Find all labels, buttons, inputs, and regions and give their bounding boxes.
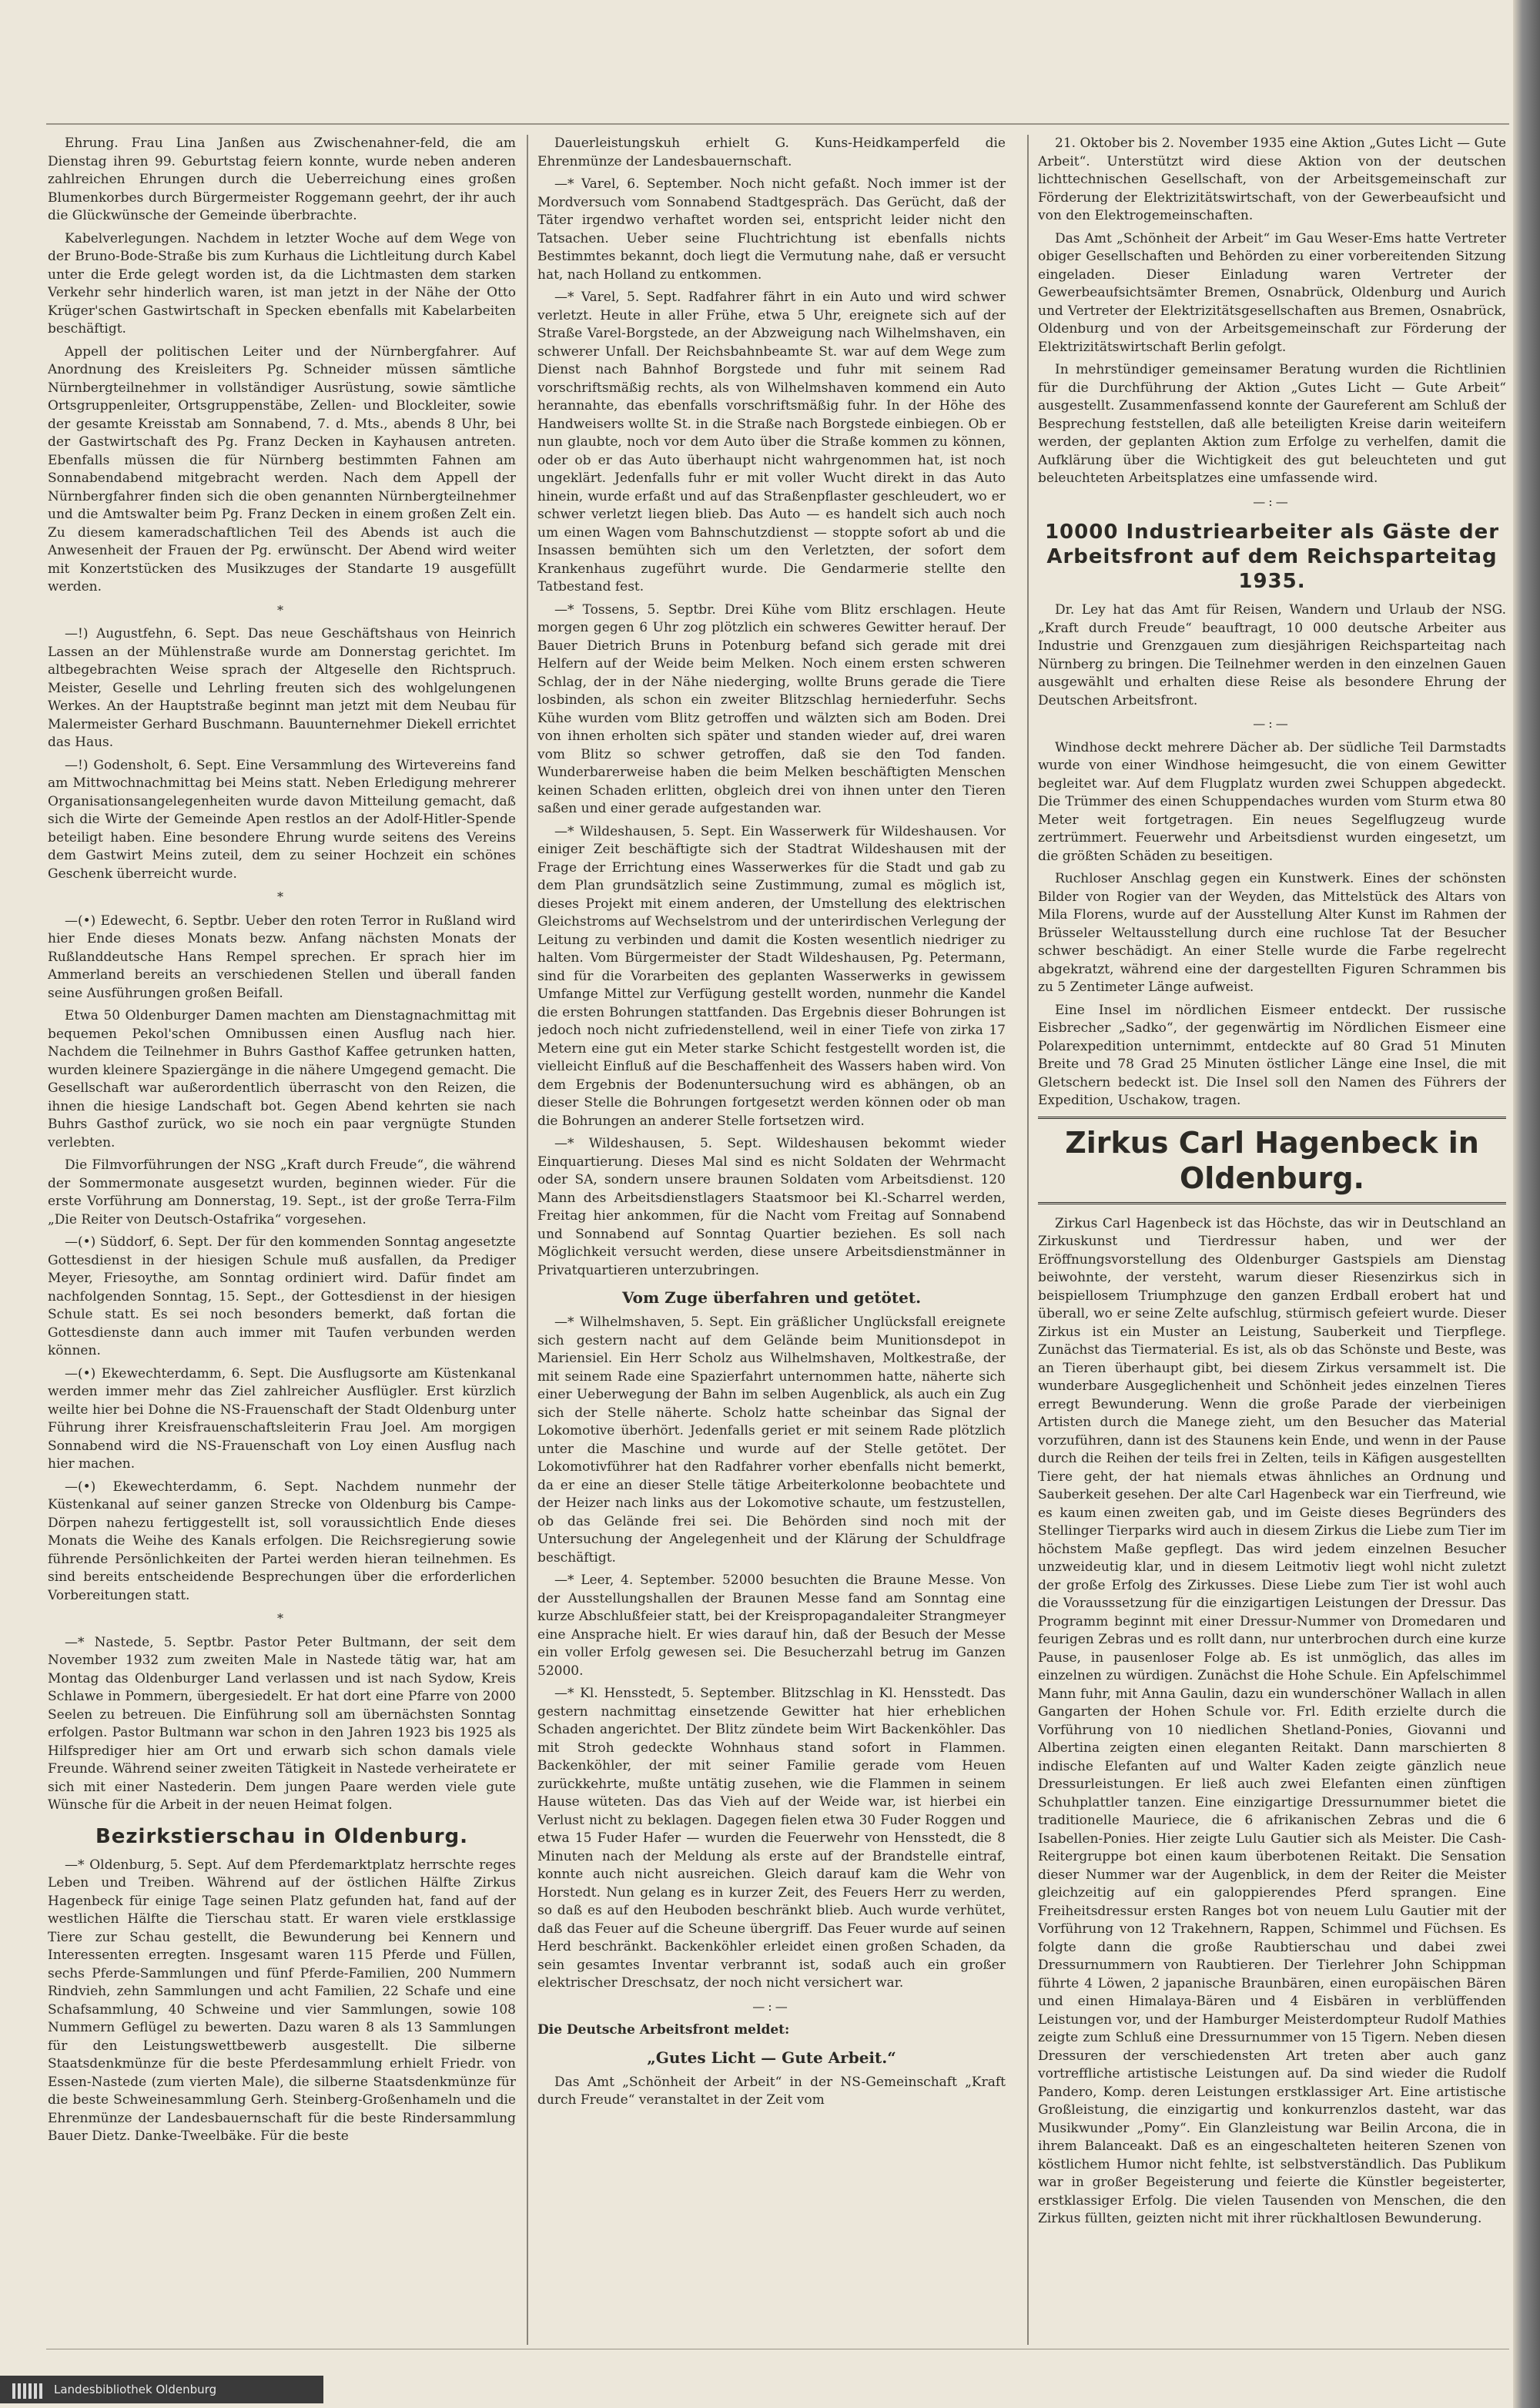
article-paragraph: —* Nastede, 5. Septbr. Pastor Peter Bultmann, der seit dem November 1932 zum zweiten Male in Nastede tätig war, hat am Montag das Oldenburger Land verlassen und ist nach Sydow, Kreis Schlawe in Pommern, übergesiedelt. Er hat dort eine Pfarre von 2000 Seelen zu betreuen. Die Einführung soll am übernächsten Sonntag erfolgen. Pastor Bultmann war schon in den Jahren 1923 bis 1925 als Hilfsprediger hier am Ort und erwarb sich schon damals viele Freunde. Während seiner zweiten Tätigkeit in Nastede verheiratete er sich mit einer Nastederin. Dem jungen Paare werden viele gute Wünsche für die Arbeit in der neuen Heimat folgen. [48, 1634, 516, 1813]
article-paragraph: —(•) Süddorf, 6. Sept. Der für den kommenden Sonntag angesetzte Gottesdienst in der hiesigen Schule muß ausfallen, da Prediger Meyer, Friesoythe, am Sonntag ordiniert wird. Dafür findet am nachfolgenden Sonntag, 15. Sept., der Gottesdienst in der hiesigen Schule statt. Es sei noch besonders bemerkt, daß fortan die Gottesdienste dann auch immer mit Taufen verbunden werden können. [48, 1234, 516, 1358]
top-rule [46, 123, 1509, 125]
article-paragraph: —* Wildeshausen, 5. Sept. Ein Wasserwerk für Wildeshausen. Vor einiger Zeit beschäftigte sich der Stadtrat Wildeshausen mit der Frage der Errichtung eines Wasserwerkes für die Stadt und gab zu dem Plan grundsätzlich seine Zustimmung, zumal es möglich ist, dieses Projekt mit einem anderen, der Umstellung des elektrischen Gleichstroms auf Wechselstrom und der unterirdischen Verlegung der Leitung zu verbinden und damit die Kosten wesentlich niedriger zu halten. Vom Bürgermeister der Stadt Wildeshausen, Pg. Petermann, sind für die Vorarbeiten des geplanten Wasserwerks in gewissem Umfange Mittel zur Verfügung gestellt worden, nunmehr die Kandel die ersten Bohrungen stattfanden. Das Ergebnis dieser Bohrungen ist jedoch noch nicht zufriedenstellend, weil in einer Tiefe von zirka 17 Metern eine gut ein Meter starke Schicht festgestellt worden ist, die vielleicht Einfluß auf die Beschaffenheit des Wassers haben wird. Von dem Ergebnis der Bodenuntersuchung wird es abhängen, ob an dieser Stelle die Bohrungen fortgesetzt werden können oder ob man die Bohrungen an anderer Stelle fortsetzen wird. [537, 823, 1006, 1129]
article-paragraph: —* Wildeshausen, 5. Sept. Wildeshausen bekommt wieder Einquartierung. Dieses Mal sind es nicht Soldaten der Wehrmacht oder SA, sondern unsere braunen Soldaten vom Arbeitsdienst. 120 Mann des Arbeitsdienstlagers Staatsmoor bei Kl.-Scharrel werden, Freitag hier ankommen, für die Nacht vom Freitag auf Sonnabend und Sonnabend auf Sonntag Quartier beziehen. Es soll nach Möglichkeit versucht werden, diese unsere Arbeitsdienstmänner in Privatquartieren unterzubringen. [537, 1136, 1006, 1278]
section-heading: 10000 Industriearbeiter als Gäste der Arbeitsfront auf dem Reichsparteitag 1935. [1044, 521, 1500, 593]
article-paragraph: —* Wilhelmshaven, 5. Sept. Ein gräßlicher Unglücksfall ereignete sich gestern nacht auf dem Gelände beim Munitionsdepot in Mariensiel. Ein Herr Scholz aus Wilhelmshaven, Moltkestraße, der mit seinem Rade eine Spazierfahrt unternommen hatte, näherte sich einer Ueberwegung der Bahn im selben Augenblick, als auch ein Zug sich der Stelle näherte. Scholz hatte scheinbar das Signal der Lokomotive überhört. Jedenfalls geriet er mit seinem Rade plötzlich unter die Maschine und wurde auf der Stelle getötet. Der Lokomotivführer hat den Radfahrer vorher ebenfalls nicht bemerkt, da er eine an dieser Stelle tätige Arbeiterkolonne beobachtete und der Heizer nach links aus der Lokomotive schaute, um festzustellen, ob das Gelände frei sei. Die Behörden sind noch mit der Untersuchung der Angelegenheit und der Klärung der Schuldfrage beschäftigt. [537, 1315, 1006, 1566]
article-paragraph: —!) Augustfehn, 6. Sept. Das neue Geschäftshaus von Heinrich Lassen an der Mühlenstraße wurde am Donnerstag gerichtet. Im altbegebrachten Weise sprach der Altgeselle den Richtspruch. Meister, Geselle und Lehrling freuten sich des wohlgelungenen Werkes. An der Hauptstraße beginnt man jetzt mit dem Neubau für Malermeister Gerhard Buschmann. Bauunternehmer Diekell errichtet das Haus. [48, 626, 516, 750]
article-paragraph: Das Amt „Schönheit der Arbeit“ in der NS-Gemeinschaft „Kraft durch Freude“ veranstaltet in der Zeit vom [537, 2074, 1006, 2108]
separator: —:— [752, 1998, 791, 2014]
sub-heading: „Gutes Licht — Gute Arbeit.“ [647, 2048, 896, 2067]
article-paragraph: —(•) Edewecht, 6. Septbr. Ueber den roten Terror in Rußland wird hier Ende dieses Monats bezw. Anfang nächsten Monats der Rußlanddeutsche Hans Rempel sprechen. Er sprach hier im Ammerland bereits an verschiedenen Stellen und überall fanden seine Ausführungen großen Beifall. [48, 913, 516, 1001]
library-name: Landesbibliothek Oldenburg [54, 2383, 217, 2396]
article-paragraph: —(•) Ekewechterdamm, 6. Sept. Die Ausflugsorte am Küstenkanal werden immer mehr das Ziel zahlreicher Ausflügler. Erst kürzlich weilte hier bei Dohne die NS-Frauenschaft der Stadt Oldenburg unter Führung ihrer Kreisfrauenschaftsleiterin Frau Joel. Am morgigen Sonnabend wird die NS-Frauenschaft von Loy einen Ausflug nach hier machen. [48, 1365, 516, 1472]
column-divider-2 [1027, 135, 1029, 2345]
page-binding-edge [1513, 0, 1540, 2408]
article-paragraph: —* Leer, 4. September. 52000 besuchten die Braune Messe. Von der Ausstellungshallen der Braunen Messe fand am Sonntag eine kurze Abschlußfeier statt, bei der Kreispropagandaleiter Strangmeyer eine Ansprache hielt. Er wies darauf hin, daß der Besuch der Messe ein voller Erfolg gewesen sei. Die Besucherzahl betrug im Ganzen 52000. [537, 1572, 1006, 1679]
article-paragraph: —* Kl. Hensstedt, 5. September. Blitzschlag in Kl. Hensstedt. Das gestern nachmittag einsetzende Gewitter hat hier erheblichen Schaden angerichtet. Der Blitz zündete beim Wirt Backenköhler. Das mit Stroh gedeckte Wohnhaus stand sofort in Flammen. Backenköhler, der mit seiner Familie gerade vom Heuen zurückkehrte, mußte untätig zusehen, wie die Flammen in seinem Hause wüteten. Das das Vieh auf der Weide war, ist hierbei ein Verlust nicht zu beklagen. Dagegen fielen etwa 30 Fuder Roggen und etwa 15 Fuder Hafer — wurden die Feuerwehr von Hensstedt, die 8 Minuten nach der Meldung als erste auf der Brandstelle eintraf, konnte auch nicht ausreichen. Gleich darauf kam die Wehr von Horstedt. Nun gelang es in kurzer Zeit, des Feuers Herr zu werden, so daß es auf den Heuboden beschränkt blieb. Auch wurde verhütet, daß das Feuer auf die Scheune übergriff. Das Feuer wurde auf seinen Herd beschränkt. Backenköhler erleidet einen großen Schaden, da sein gesamtes Inventar verbrannt ist, sodaß auch ein großer elektrischer Dreschsatz, der noch nicht versichert war. [537, 1686, 1006, 1991]
article-paragraph: Zirkus Carl Hagenbeck ist das Höchste, das wir in Deutschland an Zirkuskunst und Tierdressur haben, und wer der Eröffnungsvorstellung des Oldenburger Gastspiels am Dienstag beiwohnte, der versteht, warum dieser Riesenzirkus sich in beispiellosem Triumphzuge den ganzen Erdball erobert hat und überall, wo er seine Zelte aufschlug, stürmisch gefeiert wurde. Dieser Zirkus ist ein Muster an Leistung, Sauberkeit und Tierpflege. Zunächst das Tiermaterial. Es ist, als ob das Schönste und Beste, was an Tieren überhaupt gibt, bei diesem Zirkus versammelt ist. Die wunderbare Ausgeglichenheit und Schönheit jedes einzelnen Tieres erregt Bewunderung. Wenn die große Parade der vierbeinigen Artisten durch die Manege zieht, um den Besucher das Material vorzuführen, dann ist des Staunens kein Ende, und wenn in der Pause durch die Reihen der teils frei in Zelten, teils in Käfigen ausgestellten Tiere geht, der hat niemals etwas ähnliches an Ordnung und Sauberkeit gesehen. Der alte Carl Hagenbeck war ein Tierfreund, wie es kaum einen zweiten gab, und im Geiste dieses Begründers des Stellinger Tierparks wird auch in diesem Zirkus die Liebe zum Tier im höchstem Maße gepflegt. Das wird jedem einzelnen Besucher unzweideutig klar, und in diesem Leitmotiv liegt wohl nicht zuletzt der große Erfolg des Zirkusses. Diese Liebe zum Tier ist wohl auch die Vorausssetzung für die einzigartigen Leistungen der Dressur. Das Programm beginnt mit einer Dressur-Nummer von Dromedaren und feurigen Zebras und es rollt dann, nur unterbrochen durch eine kurze Pause, in pausenloser Folge ab. Es ist unmöglich, das alles im einzelnen zu würdigen. Zunächst die Hohe Schule. Ein Apfelschimmel Mann fuhr, mit Anna Gaulin, dazu ein wunderschöner Wallach in allen Gangarten der Hohen Schule vor. Frl. Edith erzielte durch die Vorführung von 10 niedlichen Shetland-Ponies, Giovanni und Albertina zeigten einen eleganten Reitakt. Dann marschierten 8 indische Elefanten auf und Walter Kaden zeigte gänzlich neue Dressurleistungen. Er ließ auch zwei Elefanten einen zünftigen Schuhplattler tanzen. Eine einzigartige Dressurnummer bietet die traditionelle Mauriece, die 6 afrikanischen Zebras und die 6 Isabellen-Ponies. Hier zeigte Lulu Gautier sich als Meister. Die Cash-Reitergruppe bot einen kaum überbotenen Reitakt. Die Sensation dieser Nummer war der Augenblick, in dem der Reiter die Meister gleichzeitig auf ein galoppierendes Pferd sprangen. Eine Freiheitsdressur ersten Ranges bot von neuem Lulu Gautier mit der Vorführung von 12 Trakehnern, Rappen, Schimmel und Füchsen. Es folgte dann die große Raubtierschau und dabei zwei Dressurnummern von Raubtieren. Der Tierlehrer John Schippman führte 4 Löwen, 2 japanische Braunbären, einen europäischen Bären und einen Himalaya-Bären und 4 Eisbären in verblüffenden Leistungen vor, und der Hamburger Meisterdompteur Rudolf Mathies zeigte zum Schluß eine Dressurnummer von 15 Tigern. Neben diesen Dressuren der verschiedensten Art treten aber auch ganz vortreffliche artistische Leistungen auf. Da sind wieder die Rudolf Pandero, Komp. deren Leistungen erstklassiger Art. Eine artistische Großleistung, die einzigartig und konkurrenzlos dasteht, war das Musikwunder „Pomy“. Ein Glanzleistung war Beilin Arcona, die in ihrem Balanceakt. Daß es an eingeschalteten heiteren Szenen von köstlichem Humor nicht fehlte, ist selbstverständlich. Das Publikum war in großer Begeisterung und feierte die Künstler begeisterter, erstklassiger Erfolg. Die vielen Tausenden von Menschen, die den Zirkus füllten, geizten nicht mit ihrer rückhaltlosen Bewunderung. [1038, 1215, 1506, 2226]
article-paragraph: Kabelverlegungen. Nachdem in letzter Woche auf dem Wege von der Bruno-Bode-Straße bis zum Kurhaus die Lichtleitung durch Kabel unter die Erde gelegt worden ist, da die Lichtmasten dem starken Verkehr sehr hinderlich waren, ist man jetzt in der Nähe der Otto Krüger'schen Gastwirtschaft in Specken ebenfalls mit Kabelarbeiten beschäftigt. [48, 230, 516, 337]
article-paragraph: —* Varel, 6. September. Noch nicht gefaßt. Noch immer ist der Mordversuch vom Sonnabend Stadtgespräch. Das Gerücht, daß der Täter irgendwo verhaftet worden sei, entspricht leider nicht den Tatsachen. Ueber seine Fluchtrichtung ist ebenfalls nichts Bestimmtes bekannt, doch liegt die Vermutung nahe, daß er versucht hat, nach Holland zu entkommen. [537, 176, 1006, 283]
article-paragraph: Eine Insel im nördlichen Eismeer entdeckt. Der russische Eisbrecher „Sadko“, der gegenwärtig im Nördlichen Eismeer eine Polarexpedition unternimmt, entdeckte auf 80 Grad 51 Minuten Breite und 78 Grad 25 Minuten östlicher Länge eine Insel, die mit Gletschern bedeckt ist. Die Insel soll den Namen des Führers der Expedition, Uschakow, tragen. [1038, 1002, 1506, 1108]
feature-headline: Zirkus Carl Hagenbeck in Oldenburg. [1038, 1117, 1506, 1204]
article-paragraph: Etwa 50 Oldenburger Damen machten am Dienstagnachmittag mit bequemen Pekol'schen Omnibussen einen Ausflug nach hier. Nachdem die Teilnehmer in Buhrs Gasthof Kaffee getrunken hatten, wurden kleinere Spaziergänge in die nähere Umgegend gemacht. Die Gesellschaft war außerordentlich überrascht von den Reizen, die ihnen die hiesige Landschaft bot. Gegen Abend kehrten sie nach Buhrs Gasthof zurück, wo sie noch ein paar vergnügte Stunden verlebten. [48, 1008, 516, 1150]
library-footer-bar [0, 2376, 323, 2403]
article-paragraph: Ehrung. Frau Lina Janßen aus Zwischenahner-feld, die am Dienstag ihren 99. Geburtstag feiern konnte, wurde neben anderen zahlreichen Ehrungen durch die Ueberreichung eines großen Blumenkorbes durch Bürgermeister Roggemann geehrt, der ihr auch die Glückwünsche der Gemeinde überbrachte. [48, 136, 516, 223]
separator: * [277, 889, 286, 904]
separator: * [277, 1611, 286, 1626]
article-paragraph: Die Filmvorführungen der NSG „Kraft durch Freude“, die während der Sommermonate ausgesetzt wurden, beginnen wieder. Für die erste Vorführung am Donnerstag, 19. Sept., ist der große Terra-Film „Die Reiter von Deutsch-Ostafrika“ vorgesehen. [48, 1157, 516, 1227]
section-heading: Bezirkstierschau in Oldenburg. [95, 1824, 469, 1848]
column-middle [537, 135, 1006, 2345]
column-right [1038, 135, 1506, 2345]
article-paragraph: In mehrstündiger gemeinsamer Beratung wurden die Richtlinien für die Durchführung der Aktion „Gutes Licht — Gute Arbeit“ ausgestellt. Zusammenfassend konnte der Gaureferent am Schluß der Besprechung feststellen, daß alle beteiligten Kreise darin weiteifern werden, der geplanten Aktion zum Erfolge zu verhelfen, damit die Aufklärung über die Wichtigkeit des gut beleuchteten und gut beleuchteten Arbeitsplatzes eine umfassende wird. [1038, 362, 1506, 486]
kicker-line: Die Deutsche Arbeitsfront meldet: [537, 2022, 790, 2038]
article-paragraph: —* Tossens, 5. Septbr. Drei Kühe vom Blitz erschlagen. Heute morgen gegen 6 Uhr zog plötzlich ein schweres Gewitter herauf. Der Bauer Dietrich Bruns in Potenburg befand sich gerade mit drei Helfern auf der Weide beim Melken. Noch einem ersten schweren Schlag, der in der Nähe niederging, wollte Bruns gerade die Tiere losbinden, als schon ein zweiter Blitzschlag herniederfuhr. Sechs Kühe wurden vom Blitz getroffen und wälzten sich am Boden. Drei von ihnen erholten sich später und standen wieder auf, drei waren vom Blitz so schwer getroffen, daß sie den Tod fanden. Wunderbarerweise haben die beim Melken beschäftigten Menschen keinen Schaden erlitten, obgleich drei von ihnen unter den Tieren saßen und einer gerade aufgestanden war. [537, 601, 1006, 816]
article-paragraph: Ruchloser Anschlag gegen ein Kunstwerk. Eines der schönsten Bilder von Rogier van der Weyden, das Mittelstück des Altars von Mila Florens, wurde auf der Ausstellung Alter Kunst im Rahmen der Brüsseler Weltausstellung durch eine ruchlose Tat der Besucher schwer beschädigt. An einer Stelle wurde die Farbe regelrecht abgekratzt, während eine der dargestellten Figuren Schrammen bis zu 5 Zentimeter Länge aufweist. [1038, 871, 1506, 995]
article-paragraph: —!) Godensholt, 6. Sept. Eine Versammlung des Wirtevereins fand am Mittwochnachmittag bei Meins statt. Neben Erledigung mehrerer Organisationsangelegenheiten wurde davon Mitteilung gemacht, daß sich die Wirte der Gemeinde Apen restlos an der Adolf-Hitler-Spende beteiligt haben. Eine besondere Ehrung wurde seitens des Vereins dem Gastwirt Meins zuteil, dem zu seiner Hochzeit ein schönes Geschenk überreicht wurde. [48, 757, 516, 882]
article-paragraph: Appell der politischen Leiter und der Nürnbergfahrer. Auf Anordnung des Kreisleiters Pg. Schneider müssen sämtliche Nürnbergteilnehmer in vollständiger Ausrüstung, sowie sämtliche Ortsgruppenleiter, Ortsgruppenstäbe, Zellen- und Blockleiter, sowie der gesamte Kreisstab am Sonnabend, 7. d. Mts., abends 8 Uhr, bei der Gastwirtschaft des Pg. Franz Decken in Kayhausen antreten. Ebenfalls müssen die für Nürnberg bestimmten Fahnen am Sonnabendabend mitgebracht werden. Nach dem Appell der Nürnbergfahrer finden sich die oben genannten Nürnbergteilnehmer und die Amtswalter beim Pg. Franz Decken in einem großen Zelt ein. Zu diesem kameradschaftlichen Teil des Abends ist auch die Anwesenheit der Frauen der Pg. erwünscht. Der Abend wird weiter mit Konzertstücken des Musikzuges der Standarte 19 ausgefüllt werden. [48, 343, 516, 594]
article-paragraph: Das Amt „Schönheit der Arbeit“ im Gau Weser-Ems hatte Vertreter obiger Gesellschaften und Behörden zu einer vorbereitenden Sitzung eingeladen. Dieser Einladung waren Vertreter der Gewerbeaufsichtsämter Bremen, Osnabrück, Oldenburg und Aurich und Vertreter der Elektrizitätsgesellschaften aus Bremen, Osnabrück, Oldenburg und von der Arbeitsgemeinschaft zur Förderung der Elektrizitätswirtschaft Berlin gefolgt. [1038, 230, 1506, 355]
article-paragraph: —* Oldenburg, 5. Sept. Auf dem Pferdemarktplatz herrschte reges Leben und Treiben. Während auf der östlichen Hälfte Zirkus Hagenbeck für einige Tage seinen Platz gefunden hat, fand auf der westlichen Hälfte die Tierschau statt. Er waren viele erstklassige Tiere zur Schau gestellt, die Bewunderung bei Kennern und Interessenten erregten. Insgesamt waren 115 Pferde und Füllen, sechs Pferde-Sammlungen und fünf Pferde-Familien, 200 Nummern Rindvieh, zehn Sammlungen und acht Familien, 22 Schafe und eine Schafsammlung, 40 Schweine und vier Sammlungen, sowie 108 Nummern Geflügel zu bewerten. Dazu waren 8 als 13 Sammlungen für den Leistungswettbewerb ausgestellt. Die silberne Staatsdenkmünze für die beste Pferdesammlung erhielt Friedr. von Essen-Nastede (zum vierten Male), die silberne Staatsdenkmünze für die beste Schweinesammlung Gerh. Steinberg-Großenhameln und die Ehrenmünze der Landesbauernschaft für die beste Rindersammlung Bauer Dietz. Danke-Tweelbäke. Für die beste [48, 1857, 516, 2144]
library-building-icon [11, 2379, 46, 2400]
sub-heading: Vom Zuge überfahren und getötet. [621, 1288, 922, 1307]
article-paragraph: Windhose deckt mehrere Dächer ab. Der südliche Teil Darmstadts wurde von einer Windhose heimgesucht, die von einem Gewitter begleitet war. Auf dem Flugplatz wurden zwei Schuppen abgedeckt. Die Trümmer des einen Schuppendaches wurden vom Sturm etwa 80 Meter weit fortgetragen. Ein neues Segelflugzeug wurde zertrümmert. Feuerwehr und Arbeitsdienst wurden eingesetzt, um die größten Schäden zu beseitigen. [1038, 739, 1506, 864]
separator: —:— [1253, 716, 1291, 731]
article-paragraph: Dauerleistungskuh erhielt G. Kuns-Heidkamperfeld die Ehrenmünze der Landesbauernschaft. [537, 136, 1006, 169]
separator: * [277, 602, 286, 618]
column-left [48, 135, 516, 2345]
column-divider-1 [527, 135, 528, 2345]
article-paragraph: —* Varel, 5. Sept. Radfahrer fährt in ein Auto und wird schwer verletzt. Heute in aller Frühe, etwa 5 Uhr, ereignete sich auf der Straße Varel-Borgstede, an der Abzweigung nach Wilhelmshaven, ein schwerer Unfall. Der Reichsbahnbeamte St. war auf dem Wege zum Dienst nach Bahnhof Borgstede und fuhr mit seinem Rad vorschriftsmäßig rechts, als von Wilhelmshaven kommend ein Auto herannahte, das ebenfalls vorschriftsmäßig fuhr. In der Höhe des Handweisers wollte St. in die Straße nach Borgstede einbiegen. Ob er nun glaubte, noch vor dem Auto über die Straße kommen zu können, oder ob er das Auto überhaupt nicht wahrgenommen hat, ist noch ungeklärt. Jedenfalls fuhr er mit voller Wucht direkt in das Auto hinein, wurde erfaßt und auf das Straßenpflaster geschleudert, wo er schwer verletzt liegen blieb. Das Auto — es handelt sich auch noch um einen Wagen vom Bahnschutzdienst — stoppte sofort ab und die Insassen bemühten sich um den Verletzten, der sofort dem Krankenhaus zugeführt wurde. Die Gendarmerie stellte den Tatbestand fest. [537, 290, 1006, 594]
article-paragraph: —(•) Ekewechterdamm, 6. Sept. Nachdem nunmehr der Küstenkanal auf seiner ganzen Strecke von Oldenburg bis Campe-Dörpen nahezu fertiggestellt ist, soll voraussichtlich Ende dieses Monats die Weihe des Kanals erfolgen. Die Reichsregierung sowie führende Persönlichkeiten der Partei werden hieran teilnehmen. Es sind bereits entscheidende Besprechungen über die erforderlichen Vorbereitungen statt. [48, 1479, 516, 1603]
article-paragraph: Dr. Ley hat das Amt für Reisen, Wandern und Urlaub der NSG. „Kraft durch Freude“ beauftragt, 10 000 deutsche Arbeiter aus Industrie und Grenzgauen zum diesjährigen Reichsparteitag nach Nürnberg zu bringen. Die Teilnehmer werden in den einzelnen Gauen ausgewählt und erhalten diese Reise als besondere Ehrung der Deutschen Arbeitsfront. [1038, 602, 1506, 708]
article-paragraph: 21. Oktober bis 2. November 1935 eine Aktion „Gutes Licht — Gute Arbeit“. Unterstützt wird diese Aktion von der deutschen lichttechnischen Gesellschaft, von der Arbeitsgemeinschaft zur Förderung der Elektrizitätswirtschaft, von der Gewerbeaufsicht und von den Elektrogemeinschaften. [1038, 136, 1506, 223]
separator: —:— [1253, 494, 1291, 509]
